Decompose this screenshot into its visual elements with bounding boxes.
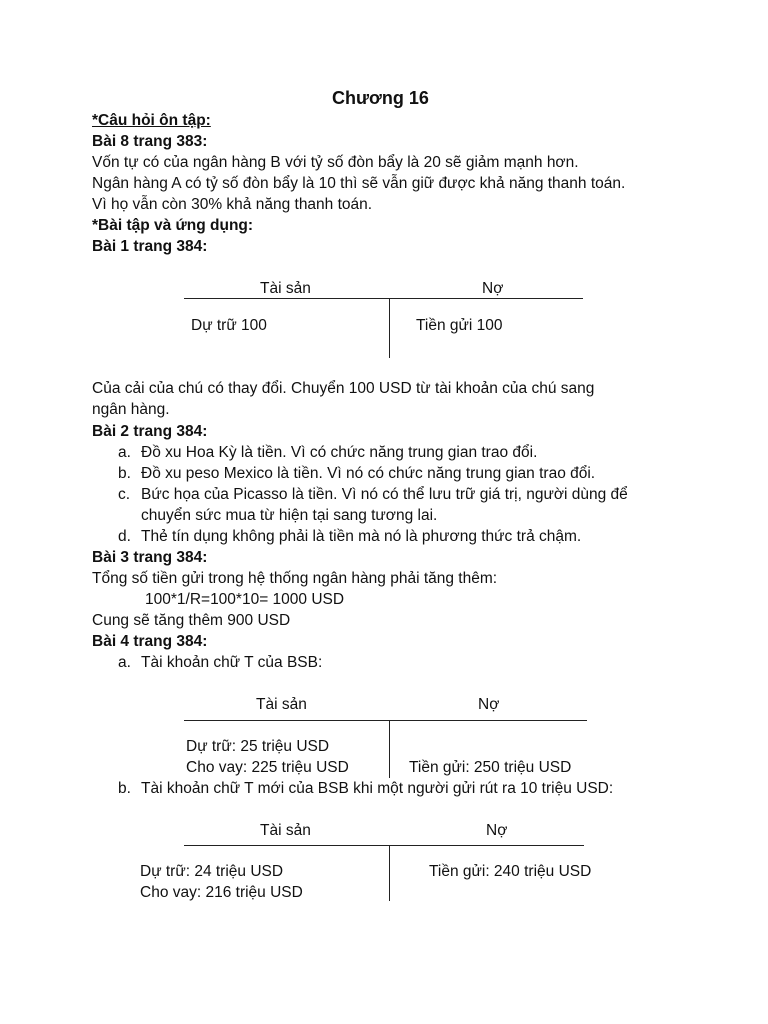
t-account-horizontal-rule <box>184 720 587 721</box>
t-account-assets-header: Tài sản <box>260 822 311 839</box>
t-account-liability-item: Tiền gửi: 240 triệu USD <box>429 863 592 880</box>
exercise-1-answer-line: Của cải của chú có thay đổi. Chuyển 100 USD từ tài khoản của chú sang <box>92 380 595 397</box>
t-account-liabilities-header: Nợ <box>486 822 508 839</box>
exercise-1-title: Bài 1 trang 384: <box>92 238 208 255</box>
list-item-text: Đồ xu Hoa Kỳ là tiền. Vì có chức năng trung gian trao đổi. <box>141 444 538 461</box>
t-account-asset-item: Dự trữ: 24 triệu USD <box>140 863 284 880</box>
list-item-letter: a. <box>118 654 131 671</box>
t-account-assets-header: Tài sản <box>256 696 307 713</box>
exercise-3-title: Bài 3 trang 384: <box>92 549 208 566</box>
t-account-vertical-rule <box>389 845 390 901</box>
list-item-letter: a. <box>118 444 131 461</box>
list-item <box>118 653 322 673</box>
list-item-text: Bức họa của Picasso là tiền. Vì nó có thể lưu trữ giá trị, người dùng để <box>141 486 628 503</box>
list-item <box>118 485 628 505</box>
t-account-asset-item: Cho vay: 225 triệu USD <box>186 759 349 776</box>
exercise-2-title: Bài 2 trang 384: <box>92 423 208 440</box>
t-account-liability-item: Tiền gửi: 250 triệu USD <box>409 759 572 776</box>
exercise-8-title: Bài 8 trang 383: <box>92 133 208 150</box>
list-item <box>118 443 537 463</box>
list-item <box>118 779 613 799</box>
t-account-asset-item: Cho vay: 216 triệu USD <box>140 884 303 901</box>
t-account-asset-item: Dự trữ: 25 triệu USD <box>186 738 330 755</box>
t-account-vertical-rule <box>389 720 390 778</box>
practice-heading: *Bài tập và ứng dụng: <box>92 217 254 234</box>
t-account-assets-header: Tài sản <box>260 280 311 297</box>
exercise-8-line: Ngân hàng A có tỷ số đòn bẩy là 10 thì sẽ vẫn giữ được khả năng thanh toán. <box>92 175 626 192</box>
t-account-asset-item: Dự trữ 100 <box>191 317 267 334</box>
list-item-letter: d. <box>118 528 131 545</box>
list-item-letter: b. <box>118 465 131 482</box>
list-item-text: Tài khoản chữ T mới của BSB khi một người gửi rút ra 10 triệu USD: <box>141 780 614 797</box>
t-account-liabilities-header: Nợ <box>482 280 504 297</box>
exercise-3-line: Cung sẽ tăng thêm 900 USD <box>92 612 291 629</box>
exercise-3-line: Tổng số tiền gửi trong hệ thống ngân hàng phải tăng thêm: <box>92 570 498 587</box>
exercise-8-line: Vì họ vẫn còn 30% khả năng thanh toán. <box>92 196 373 213</box>
exercise-3-formula: 100*1/R=100*10= 1000 USD <box>145 591 345 608</box>
list-item-text: Đồ xu peso Mexico là tiền. Vì nó có chức năng trung gian trao đổi. <box>141 465 596 482</box>
list-item-text: Tài khoản chữ T của BSB: <box>141 654 323 671</box>
exercise-8-line: Vốn tự có của ngân hàng B với tỷ số đòn bẩy là 20 sẽ giảm mạnh hơn. <box>92 154 579 171</box>
list-item-letter: b. <box>118 780 131 797</box>
list-item-text: Thẻ tín dụng không phải là tiền mà nó là phương thức trả chậm. <box>141 528 582 545</box>
t-account-liability-item: Tiền gửi 100 <box>416 317 503 334</box>
t-account-vertical-rule <box>389 298 390 358</box>
exercise-1-answer-line: ngân hàng. <box>92 401 170 418</box>
exercise-4-title: Bài 4 trang 384: <box>92 633 208 650</box>
list-item <box>118 464 595 484</box>
review-heading: *Câu hỏi ôn tập: <box>92 112 211 129</box>
page-title: Chương 16 <box>332 88 429 108</box>
list-item-continuation: chuyển sức mua từ hiện tại sang tương lai. <box>141 507 438 524</box>
t-account-horizontal-rule <box>184 298 583 299</box>
t-account-horizontal-rule <box>184 845 584 846</box>
t-account-liabilities-header: Nợ <box>478 696 500 713</box>
list-item <box>118 527 581 547</box>
list-item-letter: c. <box>118 486 131 503</box>
